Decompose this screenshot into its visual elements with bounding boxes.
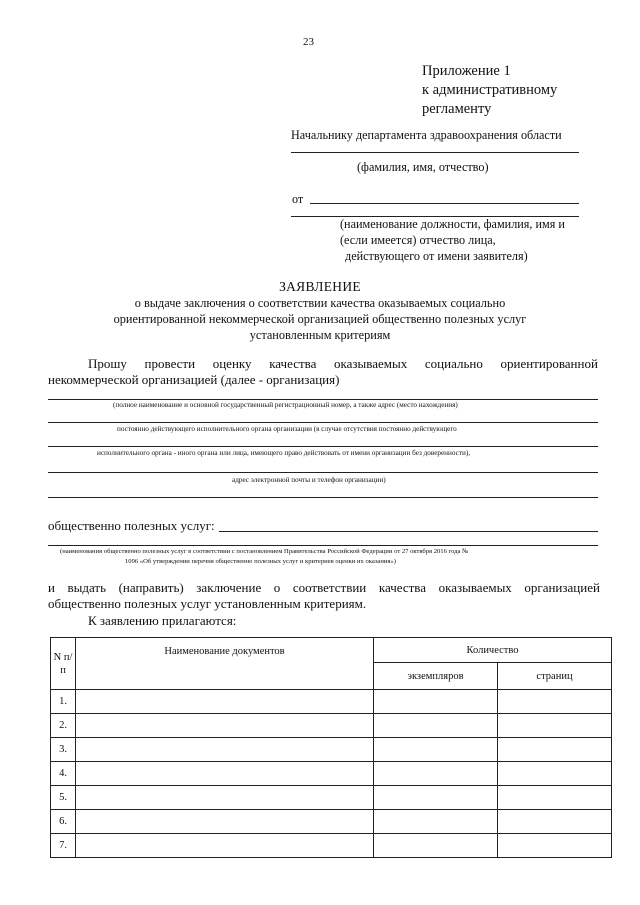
recipient-fio-line[interactable] [291, 152, 579, 153]
issue-line-1: и выдать (направить) заключение о соответствии качества оказываемых организацией [48, 580, 600, 595]
from-hint-2: (если имеется) отчество лица, [340, 233, 496, 247]
pages-cell[interactable] [498, 834, 612, 858]
copies-cell[interactable] [374, 786, 498, 810]
page-number: 23 [303, 36, 314, 48]
recipient-title: Начальнику департамента здравоохранения области [291, 128, 562, 142]
pages-cell[interactable] [498, 690, 612, 714]
row-number: 3. [51, 738, 76, 762]
copies-cell[interactable] [374, 738, 498, 762]
services-line-1[interactable] [219, 531, 598, 532]
pages-cell[interactable] [498, 786, 612, 810]
table-row [51, 714, 612, 738]
doc-name-cell[interactable] [76, 834, 374, 858]
copies-cell[interactable] [374, 810, 498, 834]
appendix-note [422, 62, 557, 119]
doc-name-cell[interactable] [76, 762, 374, 786]
doc-name-cell[interactable] [76, 810, 374, 834]
pages-cell[interactable] [498, 738, 612, 762]
recipient-fio-hint: (фамилия, имя, отчество) [357, 160, 489, 174]
copies-cell[interactable] [374, 762, 498, 786]
row-number: 6. [51, 810, 76, 834]
pages-cell[interactable] [498, 714, 612, 738]
org-hint-2: постоянно действующего исполнительного органа организации (в случае отсутствия постоянно действующего [117, 425, 457, 433]
copies-cell[interactable] [374, 834, 498, 858]
org-hint-4: адрес электронной почты и телефон организации) [232, 476, 386, 484]
appendix-line-2: к административному [422, 82, 558, 98]
org-line-1[interactable] [48, 399, 598, 400]
row-number: 4. [51, 762, 76, 786]
document-subtitle-3: установленным критериям [249, 328, 391, 342]
document-subtitle-2: ориентированной некоммерческой организацией общественно полезных услуг [113, 312, 527, 326]
doc-name-cell[interactable] [76, 690, 374, 714]
org-hint-1: (полное наименование и основной государственный регистрационный номер, а также адрес (место нахождения) [113, 401, 458, 409]
copies-cell[interactable] [374, 690, 498, 714]
attachments-label: К заявлению прилагаются: [88, 613, 237, 628]
services-hint-1: (наименования общественно полезных услуг в соответствии с постановлением Правительства Российской Федерации от 27 октября 2016 года № [60, 548, 469, 555]
services-line-2[interactable] [48, 545, 598, 546]
services-label: общественно полезных услуг: [48, 518, 215, 533]
org-line-4[interactable] [48, 472, 598, 473]
table-row [51, 810, 612, 834]
doc-name-cell[interactable] [76, 714, 374, 738]
attachments-table [50, 637, 612, 858]
from-label: от [292, 192, 304, 206]
header-pages: страниц [498, 663, 612, 690]
table-row [51, 690, 612, 714]
from-hint-1: (наименование должности, фамилия, имя и [340, 217, 565, 231]
org-line-2[interactable] [48, 422, 598, 423]
row-number: 5. [51, 786, 76, 810]
table-row [51, 834, 612, 858]
header-num: N п/п [51, 638, 76, 690]
from-hint-3: действующего от имени заявителя) [345, 249, 528, 263]
table-header-row [51, 638, 612, 663]
header-quantity: Количество [374, 638, 612, 663]
header-doc-name: Наименование документов [76, 638, 374, 690]
issue-line-2: общественно полезных услуг установленным критериям. [48, 596, 367, 611]
copies-cell[interactable] [374, 714, 498, 738]
table-row [51, 786, 612, 810]
pages-cell[interactable] [498, 810, 612, 834]
table-row [51, 762, 612, 786]
appendix-line-3: регламенту [422, 101, 492, 117]
appendix-line-1: Приложение 1 [422, 63, 511, 79]
document-title: ЗАЯВЛЕНИЕ [279, 279, 361, 294]
doc-name-cell[interactable] [76, 738, 374, 762]
org-hint-3: исполнительного органа - иного органа или лица, имеющего право действовать от имени организации без доверенности), [97, 449, 471, 457]
table-row [51, 738, 612, 762]
org-line-5[interactable] [48, 497, 598, 498]
from-line-1[interactable] [310, 203, 579, 204]
services-hint-2: 1096 «Об утверждении перечня общественно полезных услуг и критериев оценки их оказания») [125, 558, 396, 565]
pages-cell[interactable] [498, 762, 612, 786]
request-line-1: Прошу провести оценку качества оказываемых социально ориентированной [88, 356, 598, 371]
header-copies: экземпляров [374, 663, 498, 690]
row-number: 2. [51, 714, 76, 738]
request-line-2: некоммерческой организацией (далее - организация) [48, 372, 340, 387]
doc-name-cell[interactable] [76, 786, 374, 810]
document-subtitle-1: о выдаче заключения о соответствии качества оказываемых социально [134, 296, 506, 310]
row-number: 1. [51, 690, 76, 714]
org-line-3[interactable] [48, 446, 598, 447]
row-number: 7. [51, 834, 76, 858]
